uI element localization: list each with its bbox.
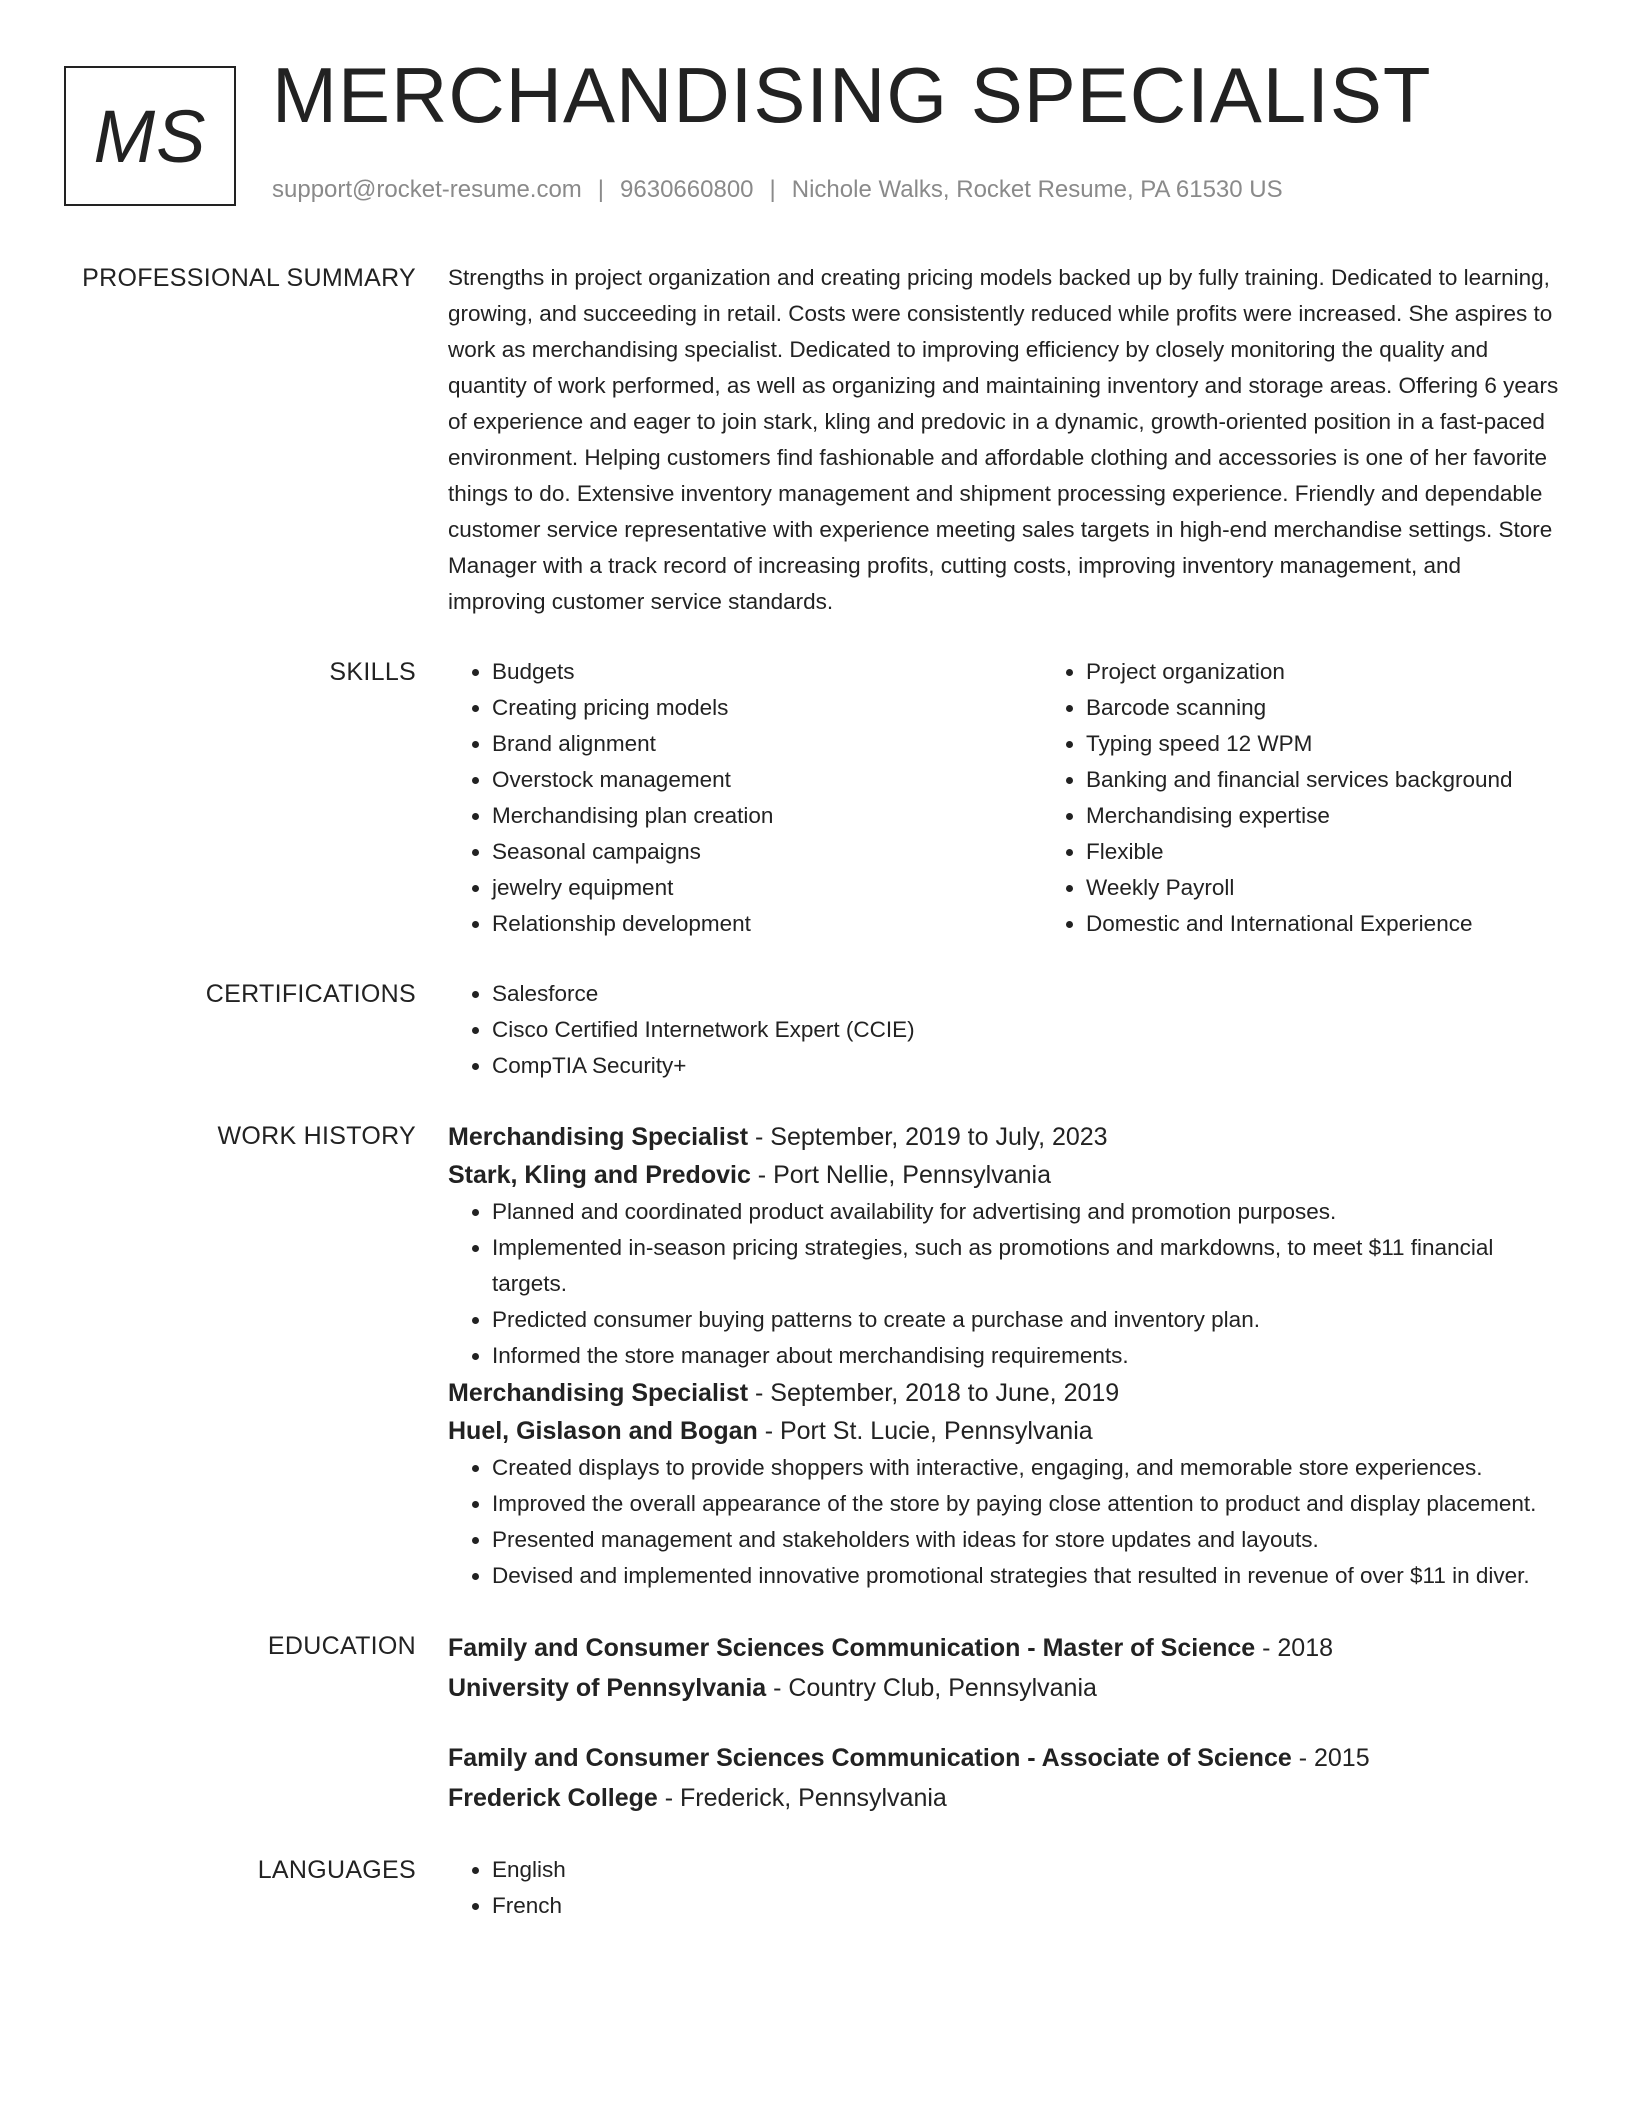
section-summary [0, 260, 1632, 620]
education-year: - 2015 [1291, 1744, 1370, 1772]
section-label-skills: SKILLS [329, 658, 416, 686]
list-item: • CompTIA Security+ [492, 1048, 1564, 1084]
section-label-languages: LANGUAGES [257, 1856, 416, 1884]
job-title-line [448, 1374, 1564, 1412]
education-location: - Country Club, Pennsylvania [766, 1674, 1097, 1702]
education-school: Frederick College [448, 1784, 658, 1812]
list-item: • Predicted consumer buying patterns to create a purchase and inventory plan. [492, 1302, 1564, 1338]
list-item: • Planned and coordinated product availability for advertising and promotion purposes. [492, 1194, 1564, 1230]
list-item: • Overstock management [492, 762, 1042, 798]
contact-phone[interactable]: 9630660800 [620, 176, 754, 203]
section-label-work: WORK HISTORY [217, 1122, 416, 1150]
education-entry [448, 1628, 1564, 1708]
job-location: - Port St. Lucie, Pennsylvania [757, 1417, 1093, 1445]
summary-text: Strengths in project organization and creating pricing models backed up by fully training. Dedicated to learning, growing, and succeeding in retail. Costs were consistently reduced while profits were increased. She aspires to work as merchandising specialist. Dedicated to improving efficiency by closely monitoring the quality and quantity of work performed, as well as organizing and maintaining inventory and storage areas. Offering 6 years of experience and eager to join stark, kling and predovic in a dynamic, growth-oriented position in a fast-paced environment. Helping customers find fashionable and affordable clothing and accessories is one of her favorite things to do. Extensive inventory management and shipment processing experience. Friendly and dependable customer service representative with experience meeting sales targets in high-end merchandise settings. Store Manager with a track record of increasing profits, cutting costs, improving inventory management, and improving customer service standards. [448, 265, 1559, 614]
job-location: - Port Nellie, Pennsylvania [750, 1161, 1051, 1189]
job-entry [448, 1118, 1564, 1374]
list-item: • Relationship development [492, 906, 1042, 942]
languages-list [448, 1852, 1564, 1924]
list-item: • Budgets [492, 654, 1042, 690]
list-item: • Project organization [1086, 654, 1632, 690]
monogram: MS [64, 66, 236, 206]
list-item: • Domestic and International Experience [1086, 906, 1632, 942]
education-school-line [448, 1778, 1564, 1818]
section-education [0, 1628, 1632, 1818]
list-item: • Merchandising plan creation [492, 798, 1042, 834]
education-degree-line [448, 1738, 1564, 1778]
list-item: • French [492, 1888, 1564, 1924]
list-item: • Merchandising expertise [1086, 798, 1632, 834]
skills-list-left [448, 654, 1042, 942]
section-certifications [0, 976, 1632, 1084]
education-school: University of Pennsylvania [448, 1674, 767, 1702]
contact-email[interactable]: support@rocket-resume.com [272, 176, 582, 203]
list-item: • Informed the store manager about merchandising requirements. [492, 1338, 1564, 1374]
job-dates: - September, 2018 to June, 2019 [748, 1379, 1120, 1407]
list-item: • Created displays to provide shoppers with interactive, engaging, and memorable store experiences. [492, 1450, 1564, 1486]
list-item: • Barcode scanning [1086, 690, 1632, 726]
list-item: • Salesforce [492, 976, 1564, 1012]
education-entry [448, 1738, 1564, 1818]
list-item: • Typing speed 12 WPM [1086, 726, 1632, 762]
education-location: - Frederick, Pennsylvania [657, 1784, 947, 1812]
section-label-education: EDUCATION [267, 1632, 416, 1660]
section-label-certifications: CERTIFICATIONS [205, 980, 416, 1008]
list-item: • Improved the overall appearance of the store by paying close attention to product and display placement. [492, 1486, 1564, 1522]
list-item: • Creating pricing models [492, 690, 1042, 726]
job-company-line [448, 1156, 1564, 1194]
education-degree: Family and Consumer Sciences Communication - Master of Science [448, 1634, 1256, 1662]
job-entry [448, 1374, 1564, 1594]
section-languages [0, 1852, 1632, 1924]
job-dates: - September, 2019 to July, 2023 [748, 1123, 1108, 1151]
education-degree: Family and Consumer Sciences Communication - Associate of Science [448, 1744, 1292, 1772]
certifications-list [448, 976, 1564, 1084]
list-item: • Seasonal campaigns [492, 834, 1042, 870]
list-item: • Brand alignment [492, 726, 1042, 762]
job-title: Merchandising Specialist [448, 1123, 749, 1151]
contact-line [272, 176, 1283, 204]
job-company: Stark, Kling and Predovic [448, 1161, 751, 1189]
job-bullets [448, 1450, 1564, 1594]
contact-address: Nichole Walks, Rocket Resume, PA 61530 US [791, 176, 1283, 203]
list-item: • Flexible [1086, 834, 1632, 870]
education-school-line [448, 1668, 1564, 1708]
list-item: • Banking and financial services background [1086, 762, 1632, 798]
list-item: • Presented management and stakeholders with ideas for store updates and layouts. [492, 1522, 1564, 1558]
list-item: • Devised and implemented innovative promotional strategies that resulted in revenue of over $11 in diver. [492, 1558, 1564, 1594]
education-degree-line [448, 1628, 1564, 1668]
list-item: • English [492, 1852, 1564, 1888]
list-item: • Weekly Payroll [1086, 870, 1632, 906]
resume-content [0, 260, 1632, 1958]
job-title-line [448, 1118, 1564, 1156]
list-item: • Cisco Certified Internetwork Expert (CCIE) [492, 1012, 1564, 1048]
job-title: Merchandising Specialist [448, 1379, 749, 1407]
contact-separator: | [597, 176, 605, 203]
section-skills [0, 654, 1632, 942]
job-company-line [448, 1412, 1564, 1450]
education-year: - 2018 [1255, 1634, 1334, 1662]
contact-separator: | [769, 176, 776, 203]
list-item: • jewelry equipment [492, 870, 1042, 906]
skills-list-right [1042, 654, 1632, 942]
page-title: MERCHANDISING SPECIALIST [272, 51, 1432, 139]
list-item: • Implemented in-season pricing strategies, such as promotions and markdowns, to meet $11 financial targets. [492, 1230, 1564, 1302]
section-work-history [0, 1118, 1632, 1594]
section-label-summary: PROFESSIONAL SUMMARY [82, 264, 416, 292]
job-company: Huel, Gislason and Bogan [448, 1417, 758, 1445]
job-bullets [448, 1194, 1564, 1374]
